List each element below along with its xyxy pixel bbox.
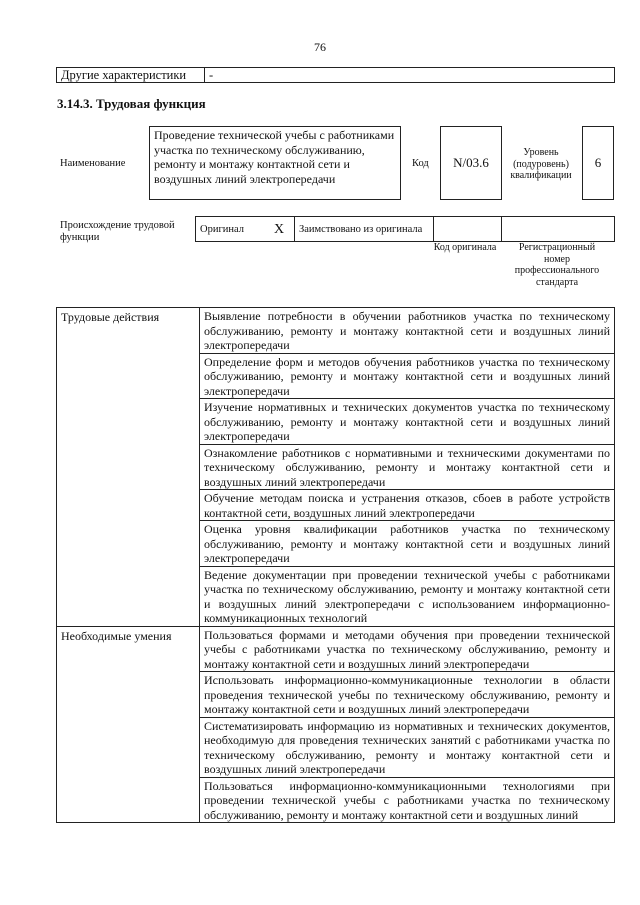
original-mark: X [264,217,295,242]
origin-label: Происхождение трудовой функции [60,220,175,243]
page-number: 76 [314,40,326,54]
list-item: Ведение документации при проведении технической учебы с работниками участка по техническому обслуживанию, ремонту и монтажу контактной сети и воздушных линий электропередачи с использованием информационно-коммуникационных технологий [200,566,615,626]
list-item: Определение форм и методов обучения работников участка по техническому обслуживанию, ремонту и монтажу контактной сети и воздушных линий электропередачи [200,353,615,399]
other-characteristics-label: Другие характеристики [57,68,205,83]
section-header-required-skills: Необходимые умения [57,626,200,823]
section-heading: 3.14.3. Трудовая функция [57,96,206,111]
borrowed-label: Заимствовано из оригинала [295,217,434,242]
list-item: Обучение методам поиска и устранения отказов, сбоев в работе устройств контактной сети, воздушных линий электропередачи [200,490,615,521]
other-characteristics-value: - [205,68,615,83]
table-row [57,308,615,354]
section-header-labor-actions: Трудовые действия [57,308,200,627]
list-item: Систематизировать информацию из нормативных и технических документов, необходимую для проведения технических занятий с работниками участка по техническому обслуживанию, ремонту и монтажу контактной сети и воздушных линий электропередачи [200,717,615,777]
function-code: N/03.6 [440,126,502,200]
list-item: Ознакомление работников с нормативными и техническими документами по техническому обслуживанию, ремонту и монтажу контактной сети и воздушных линий электропередачи [200,444,615,490]
origin-regnum-caption: Регистрационный номер профессионального стандарта [514,242,600,288]
list-item: Пользоваться формами и методами обучения при проведении технической учебы с работниками участка по техническому обслуживанию, ремонту и монтажу контактной сети и воздушных линий электропередачи [200,626,615,672]
list-item: Оценка уровня квалификации работников участка по техническому обслуживанию, ремонту и монтажу контактной сети и воздушных линий электропередачи [200,521,615,567]
original-label: Оригинал [196,217,265,242]
code-label: Код [412,158,429,169]
other-characteristics-table [56,67,615,83]
list-item: Пользоваться информационно-коммуникационными технологиями при проведении технической учебы с работниками участка по техническому обслуживанию, ремонту и монтажу контактной сети и воздушных линий [200,777,615,823]
name-label: Наименование [60,158,126,169]
function-details-table [56,307,615,823]
qualification-level: 6 [582,126,614,200]
table-row [57,626,615,672]
list-item: Использовать информационно-коммуникационные технологии в области проведения технической учебы по техническому обслуживанию, ремонту и монтажу контактной сети и воздушных линий электропередачи [200,672,615,718]
list-item: Изучение нормативных и технических документов участка по техническому обслуживанию, ремонту и монтажу контактной сети и воздушных линий электропередачи [200,399,615,445]
function-name: Проведение технической учебы с работниками участка по техническому обслуживанию, ремонту и монтажу контактной сети и воздушных линий электропередачи [149,126,401,200]
list-item: Выявление потребности в обучении работников участка по техническому обслуживанию, ремонту и монтажу контактной сети и воздушных линий электропередачи [200,308,615,354]
level-label: Уровень (подуровень) квалификации [510,147,572,181]
origin-table [195,216,615,242]
origin-code-cell [434,217,502,242]
origin-regnum-cell [502,217,615,242]
origin-code-caption: Код оригинала [433,242,497,253]
